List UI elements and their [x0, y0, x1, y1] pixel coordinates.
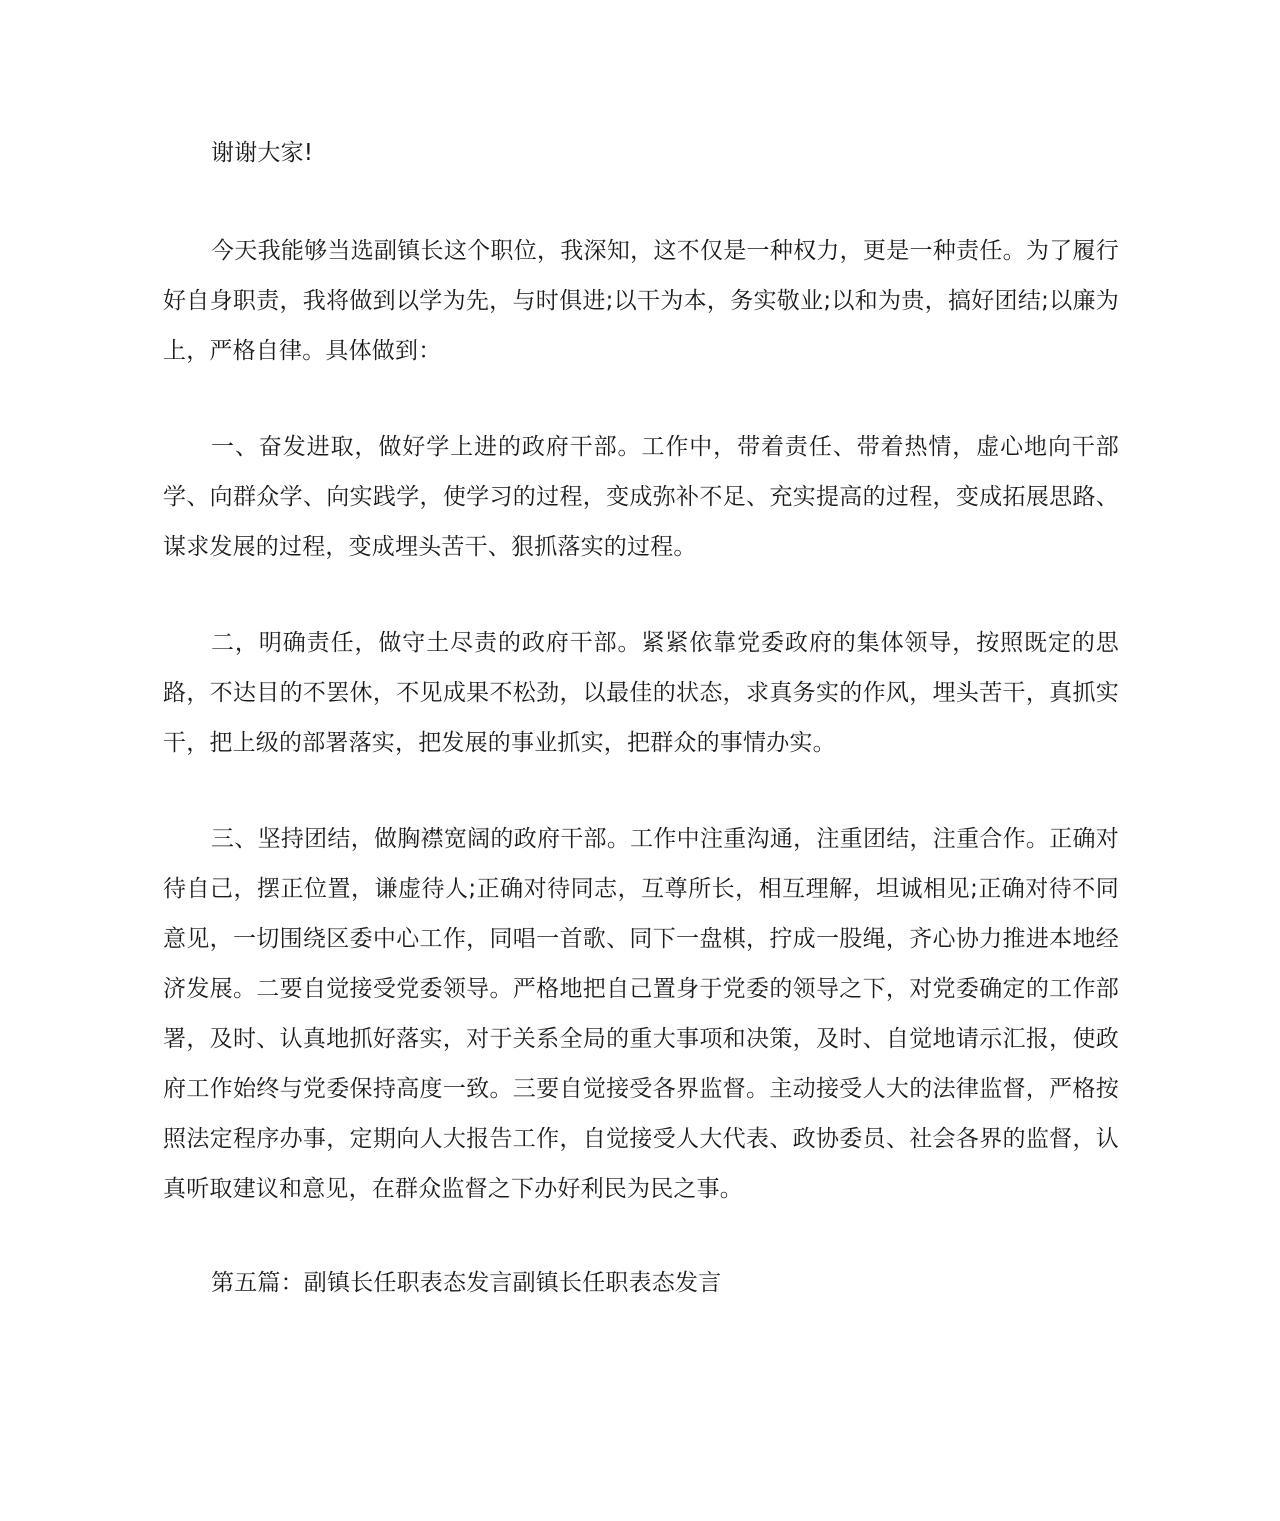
paragraph-point-three: 三、坚持团结，做胸襟宽阔的政府干部。工作中注重沟通，注重团结，注重合作。正确对待自己，摆正位置，谦虚待人;正确对待同志，互尊所长，相互理解，坦诚相见;正确对待不同意见，一切围绕区委中心工作，同唱一首歌、同下一盘棋，拧成一股绳，齐心协力推进本地经济发展。二要自觉接受党委领导。严格地把自己置身于党委的领导之下，对党委确定的工作部署，及时、认真地抓好落实，对于关系全局的重大事项和决策，及时、自觉地请示汇报，使政府工作始终与党委保持高度一致。三要自觉接受各界监督。主动接受人大的法律监督，严格按照法定程序办事，定期向人大报告工作，自觉接受人大代表、政协委员、社会各界的监督，认真听取建议和意见，在群众监督之下办好利民为民之事。: [163, 826, 1119, 1202]
paragraph-point-one: 一、奋发进取，做好学上进的政府干部。工作中，带着责任、带着热情，虚心地向干部学、向群众学、向实践学，使学习的过程，变成弥补不足、充实提高的过程，变成拓展思路、谋求发展的过程，变成埋头苦干、狠抓落实的过程。: [163, 434, 1119, 560]
paragraph-intro: 今天我能够当选副镇长这个职位，我深知，这不仅是一种权力，更是一种责任。为了履行好自身职责，我将做到以学为先，与时俱进;以干为本，务实敬业;以和为贵，搞好团结;以廉为上，严格自律。具体做到：: [163, 238, 1119, 364]
document-page: [163, 128, 1119, 1308]
section-heading-part-five: 第五篇：副镇长任职表态发言副镇长任职表态发言: [211, 1270, 722, 1296]
paragraph-point-two: 二，明确责任，做守土尽责的政府干部。紧紧依靠党委政府的集体领导，按照既定的思路，不达目的不罢休，不见成果不松劲，以最佳的状态，求真务实的作风，埋头苦干，真抓实干，把上级的部署落实，把发展的事业抓实，把群众的事情办实。: [163, 630, 1119, 756]
paragraph-thanks: 谢谢大家!: [211, 140, 314, 166]
